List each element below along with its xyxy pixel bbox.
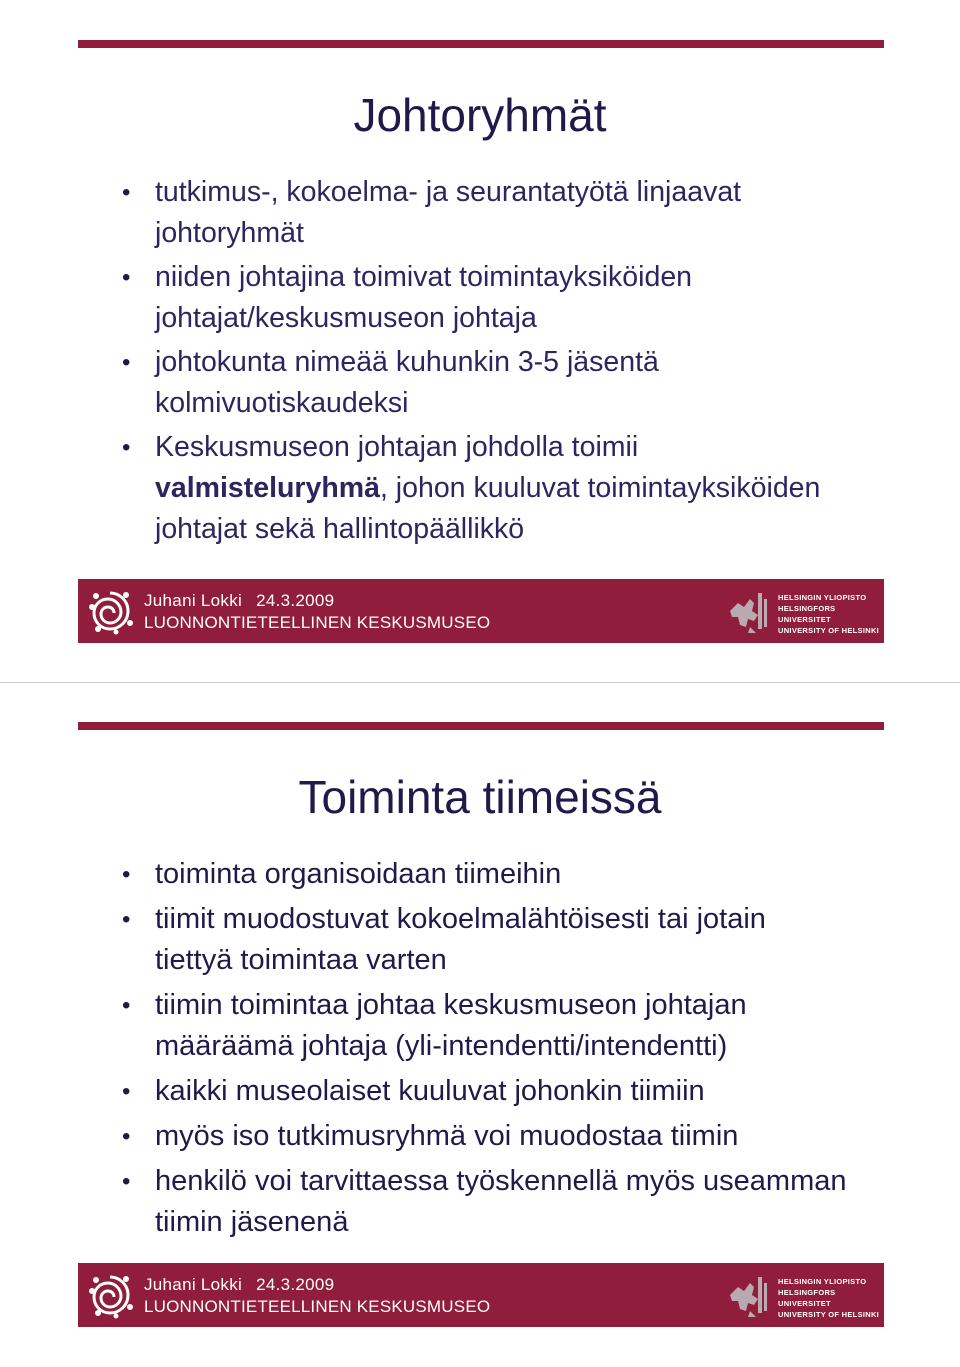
footer-date: 24.3.2009 <box>256 1275 335 1294</box>
bullet-list <box>118 172 848 553</box>
bullet-icon: • <box>122 906 131 933</box>
museum-emblem-icon <box>86 1271 134 1319</box>
bullet-text: niiden johtajina toimivat toimintayksiköiden johtajat/keskusmuseon johtaja <box>155 261 693 334</box>
bullet-text: tiimit muodostuvat kokoelmalähtöisesti tai jotain tiettyä toimintaa varten <box>155 903 766 976</box>
bullet-item <box>118 985 848 1067</box>
bullet-icon: • <box>122 1123 131 1150</box>
footer-author: Juhani Lokki <box>144 1275 243 1294</box>
footer-author-date <box>144 1275 348 1295</box>
bullet-item <box>118 257 848 339</box>
top-accent-bar <box>78 40 884 48</box>
bullet-icon: • <box>122 861 131 888</box>
bullet-text: myös iso tutkimusryhmä voi muodostaa tiimin <box>155 1120 739 1152</box>
bullet-text: tutkimus-, kokoelma- ja seurantatyötä linjaavat johtoryhmät <box>155 176 742 249</box>
bullet-text: henkilö voi tarvittaessa työskennellä myös useamman tiimin jäsenenä <box>155 1165 847 1238</box>
bullet-item <box>118 854 848 895</box>
university-line: HELSINGFORS UNIVERSITET <box>778 1288 836 1308</box>
university-emblem-icon <box>728 589 776 635</box>
university-line: HELSINGFORS UNIVERSITET <box>778 604 836 624</box>
bullet-text-post: , johon kuuluvat toimintayksiköiden johtajat sekä hallintopäällikkö <box>155 472 821 545</box>
top-accent-bar <box>78 722 884 730</box>
bullet-item <box>118 1071 848 1112</box>
footer-author-date <box>144 591 348 611</box>
bullet-text-bold: valmisteluryhmä <box>155 472 380 504</box>
bullet-list <box>118 854 848 1247</box>
footer-bar <box>78 1263 884 1327</box>
bullet-icon: • <box>122 349 131 376</box>
bullet-text: tiimin toimintaa johtaa keskusmuseon johtajan määräämä johtaja (yli-intendentti/intendentti) <box>155 989 747 1062</box>
footer-university-name <box>778 592 884 636</box>
slide-title: Toiminta tiimeissä <box>298 771 662 823</box>
footer-bar <box>78 579 884 643</box>
bullet-icon: • <box>122 434 131 461</box>
page-separator <box>0 682 960 683</box>
slide-1 <box>0 0 960 683</box>
slide-title: Johtoryhmät <box>353 89 607 141</box>
slide-2 <box>0 684 960 1367</box>
bullet-item <box>118 899 848 981</box>
bullet-icon: • <box>122 992 131 1019</box>
footer-museum-name: LUONNONTIETEELLINEN KESKUSMUSEO <box>144 1297 491 1316</box>
footer-university-name <box>778 1276 884 1320</box>
university-emblem-icon <box>728 1273 776 1319</box>
footer-date: 24.3.2009 <box>256 591 335 610</box>
bullet-icon: • <box>122 1168 131 1195</box>
university-line: UNIVERSITY OF HELSINKI <box>778 1310 880 1319</box>
bullet-item <box>118 1161 848 1243</box>
bullet-icon: • <box>122 1078 131 1105</box>
footer-museum-name: LUONNONTIETEELLINEN KESKUSMUSEO <box>144 613 491 632</box>
bullet-text-pre: Keskusmuseon johtajan johdolla toimii <box>155 431 639 463</box>
bullet-icon: • <box>122 264 131 291</box>
university-line: HELSINGIN YLIOPISTO <box>778 593 867 602</box>
bullet-text: johtokunta nimeää kuhunkin 3-5 jäsentä kolmivuotiskaudeksi <box>155 346 659 419</box>
bullet-item <box>118 172 848 254</box>
bullet-text: toiminta organisoidaan tiimeihin <box>155 858 562 890</box>
university-line: HELSINGIN YLIOPISTO <box>778 1277 867 1286</box>
bullet-item <box>118 427 848 550</box>
footer-author: Juhani Lokki <box>144 591 243 610</box>
museum-emblem-icon <box>86 587 134 635</box>
bullet-icon: • <box>122 179 131 206</box>
bullet-item <box>118 1116 848 1157</box>
bullet-text: kaikki museolaiset kuuluvat johonkin tiimiin <box>155 1075 705 1107</box>
bullet-item <box>118 342 848 424</box>
university-line: UNIVERSITY OF HELSINKI <box>778 626 880 635</box>
